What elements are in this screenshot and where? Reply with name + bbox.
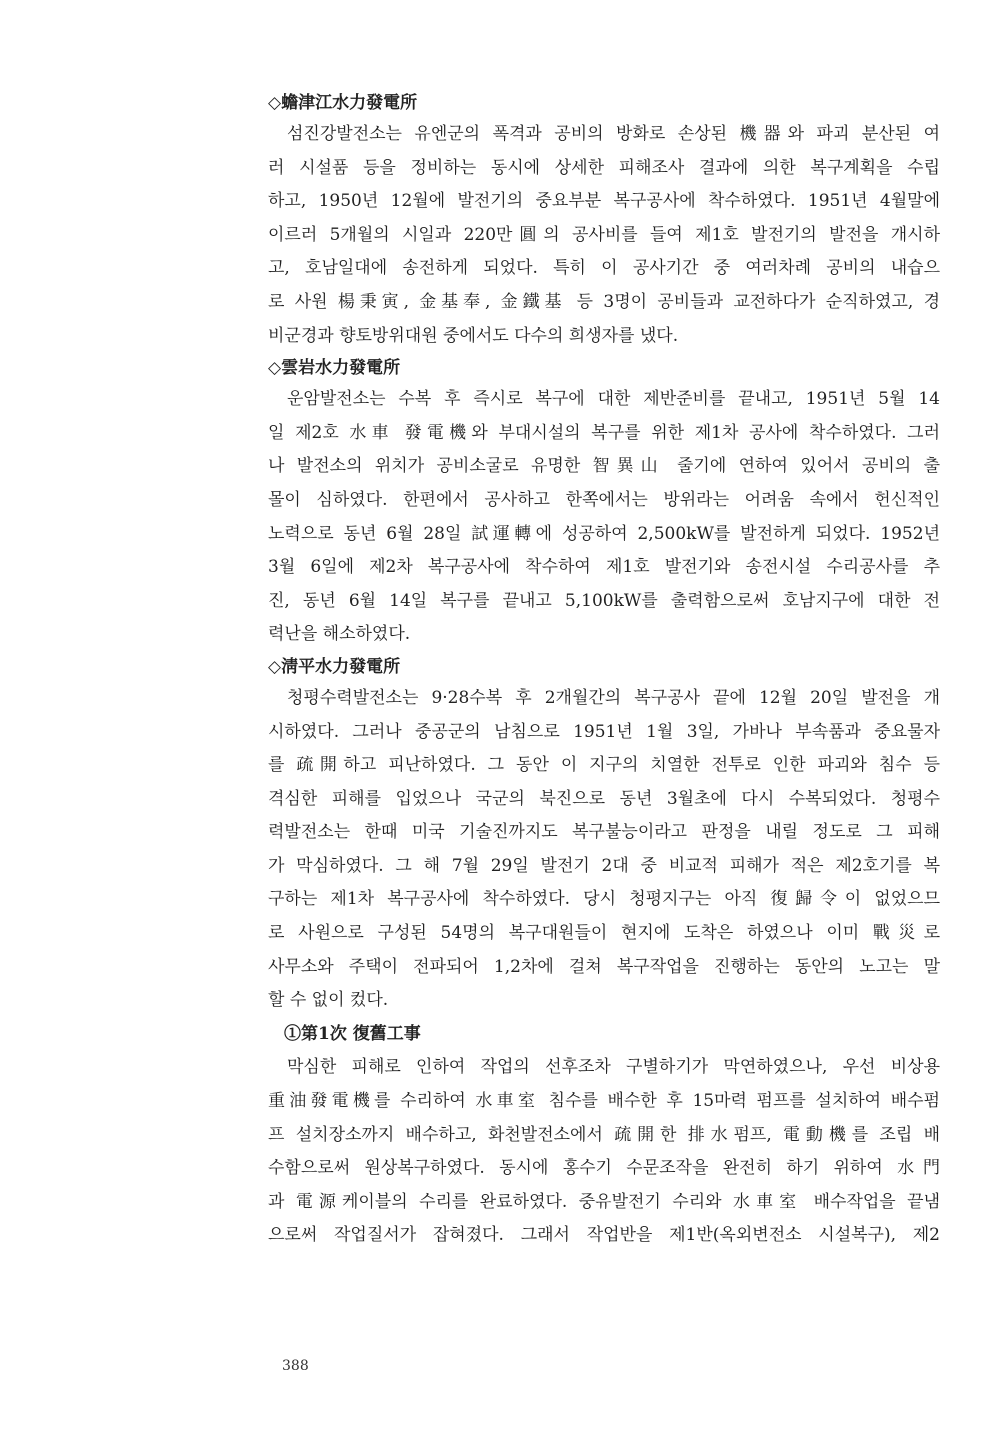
section-heading-unam: ◇雲岩水力發電所 — [268, 358, 401, 379]
section-heading-cheongpyeong: ◇淸平水力發電所 — [268, 656, 401, 677]
section-heading-seomjin: ◇蟾津江水力發電所 — [268, 93, 418, 113]
text-line: 3월 6일에 제2차 복구공사에 착수하여 제1호 발전기와 송전시설 수리공사를 추 — [268, 557, 940, 578]
text-line: 청평수력발전소는 9·28수복 후 2개월간의 복구공사 끝에 12월 20일 발전을 개 — [287, 687, 940, 708]
text-line: 막심한 피해로 인하여 작업의 선후조차 구별하기가 막연하였으나, 우선 비상용 — [287, 1057, 940, 1078]
text-line: 나 발전소의 위치가 공비소굴로 유명한 智異山 줄기에 연하여 있어서 공비의 출 — [268, 456, 940, 477]
text-line: 노력으로 동년 6월 28일 試運轉에 성공하여 2,500kW를 발전하게 되었다. 1952년 — [268, 523, 940, 544]
paragraph-cheongpyeong — [268, 682, 940, 1018]
text-line: 로 사원으로 구성된 54명의 복구대원들이 현지에 도착은 하였으나 이미 戰災로 — [268, 923, 940, 944]
paragraph-seomjin — [268, 118, 940, 353]
text-line: 격심한 피해를 입었으나 국군의 북진으로 동년 3월초에 다시 수복되었다. 청평수 — [268, 788, 940, 809]
page-number: 388 — [282, 1358, 309, 1374]
text-line: 이르러 5개월의 시일과 220만圓의 공사비를 들여 제1호 발전기의 발전을 개시하 — [268, 224, 940, 245]
text-line: 가 막심하였다. 그 해 7월 29일 발전기 2대 중 비교적 피해가 적은 제2호기를 복 — [268, 855, 940, 876]
text-line: 수함으로써 원상복구하였다. 동시에 홍수기 수문조작을 완전히 하기 위하여 水門 — [268, 1158, 940, 1179]
text-line: 를 疏開하고 피난하였다. 그 동안 이 지구의 치열한 전투로 인한 파괴와 침수 등 — [268, 755, 940, 776]
text-line: 력난을 해소하였다. — [268, 624, 411, 645]
text-line: 사무소와 주택이 전파되어 1,2차에 걸쳐 복구작업을 진행하는 동안의 노고는 말 — [268, 956, 940, 977]
text-line: 러 시설품 등을 정비하는 동시에 상세한 피해조사 결과에 의한 복구계획을 수립 — [268, 157, 940, 178]
text-line: 고, 호남일대에 송전하게 되었다. 특히 이 공사기간 중 여러차례 공비의 내습으 — [268, 258, 940, 279]
text-line: 비군경과 향토방위대원 중에서도 다수의 희생자를 냈다. — [268, 325, 679, 346]
text-line: 운암발전소는 수복 후 즉시로 복구에 대한 제반준비를 끝내고, 1951년 5월 14 — [287, 389, 940, 410]
body-text — [268, 88, 940, 1253]
text-line: 重油發電機를 수리하여 水車室 침수를 배수한 후 15마력 펌프를 설치하여 배수펌 — [268, 1091, 940, 1112]
paragraph-first-restoration — [268, 1051, 940, 1253]
text-line: 몰이 심하였다. 한편에서 공사하고 한쪽에서는 방위라는 어려움 속에서 헌신적인 — [268, 489, 940, 510]
text-line: 섬진강발전소는 유엔군의 폭격과 공비의 방화로 손상된 機器와 파괴 분산된 여 — [287, 124, 940, 144]
text-line: 로 사원 楊秉寅, 金基奉, 金鐵基 등 3명이 공비들과 교전하다가 순직하였고, 경 — [268, 291, 940, 312]
text-line: 으로써 작업질서가 잡혀졌다. 그래서 작업반을 제1반(옥외변전소 시설복구), 제2 — [268, 1225, 940, 1246]
text-line: 구하는 제1차 복구공사에 착수하였다. 당시 청평지구는 아직 復歸令이 없었으므 — [268, 889, 940, 910]
text-line: 진, 동년 6월 14일 복구를 끝내고 5,100kW를 출력함으로써 호남지구에 대한 전 — [268, 590, 940, 611]
text-line: 력발전소는 한때 미국 기술진까지도 복구불능이라고 판정을 내릴 정도로 그 피해 — [268, 822, 940, 843]
text-line: 하고, 1950년 12월에 발전기의 중요부분 복구공사에 착수하였다. 1951년 4월말에 — [268, 191, 940, 212]
text-line: 과 電源케이블의 수리를 완료하였다. 중유발전기 수리와 水車室 배수작업을 끝냄 — [268, 1191, 940, 1212]
text-line: 할 수 없이 컸다. — [268, 990, 389, 1011]
paragraph-unam — [268, 383, 940, 652]
text-line: 프 설치장소까지 배수하고, 화천발전소에서 疏開한 排水펌프, 電動機를 조립 배 — [268, 1124, 940, 1145]
text-line: 일 제2호 水車 發電機와 부대시설의 복구를 위한 제1차 공사에 착수하였다. 그러 — [268, 422, 940, 443]
subsection-heading-first-restoration: ①第1次 復舊工事 — [284, 1023, 421, 1044]
text-line: 시하였다. 그러나 중공군의 남침으로 1951년 1월 3일, 가바나 부속품과 중요물자 — [268, 721, 940, 742]
